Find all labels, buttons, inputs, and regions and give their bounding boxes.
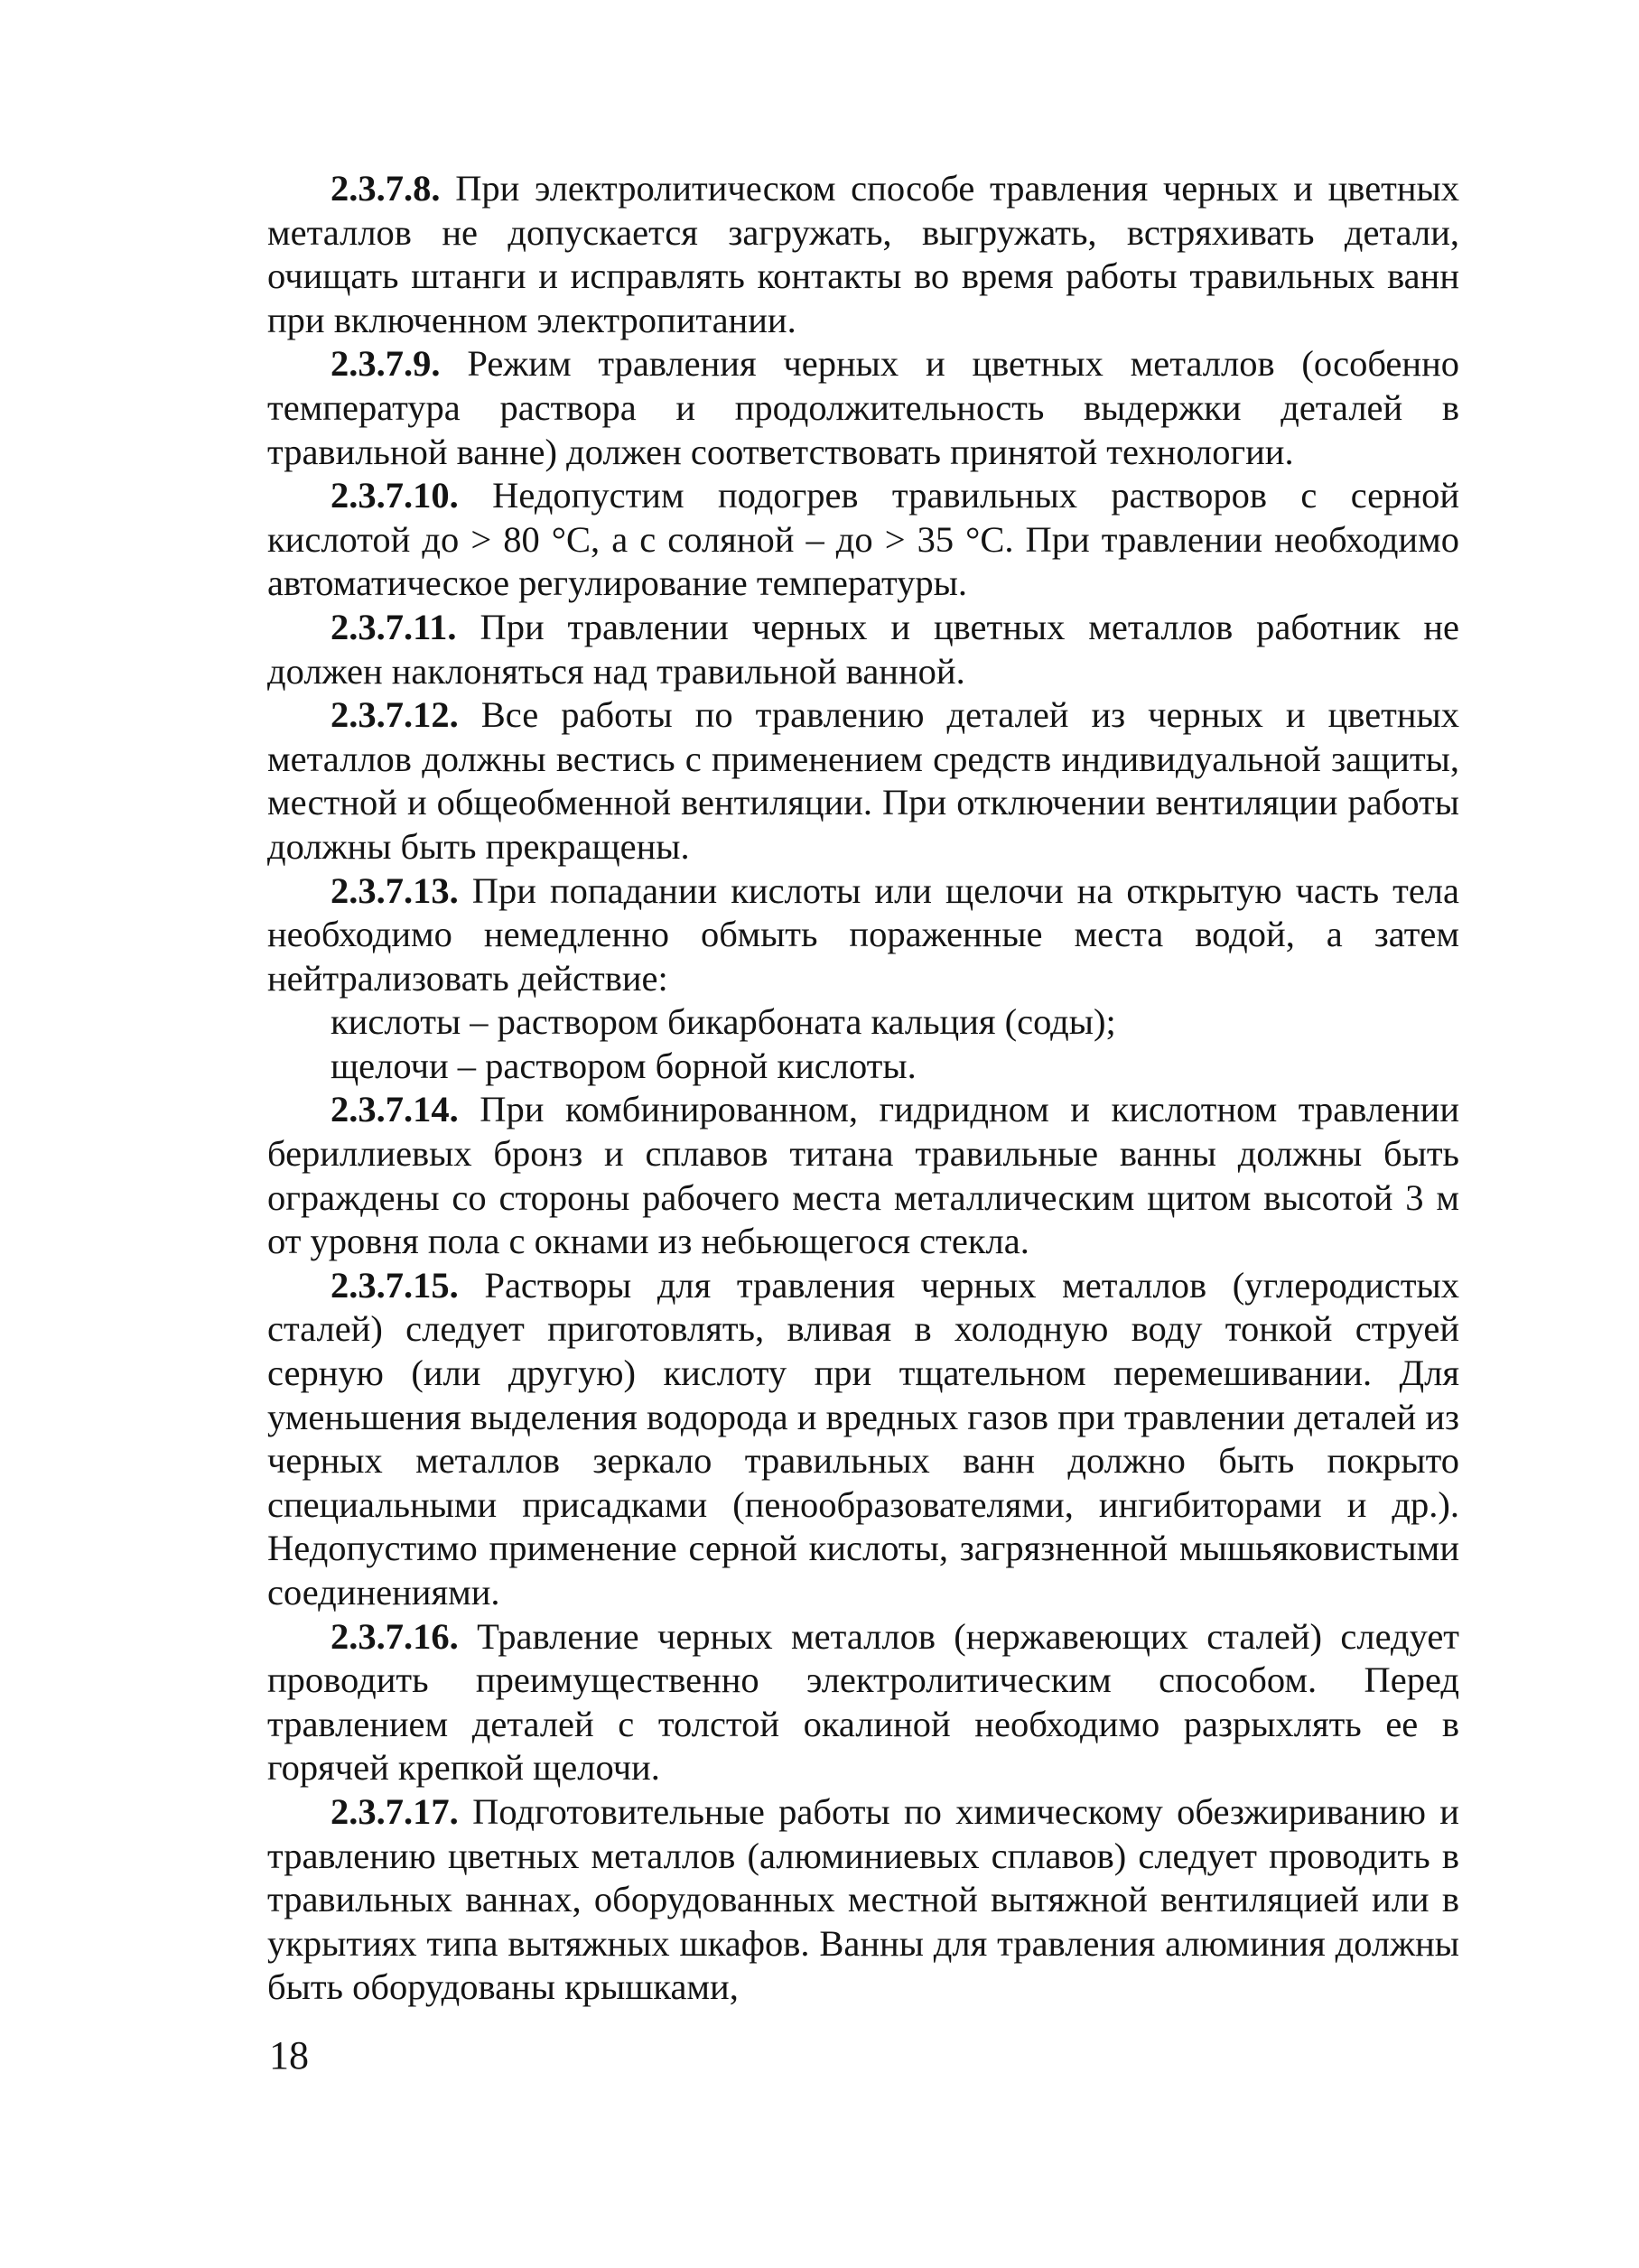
paragraph-number: 2.3.7.9. <box>331 343 441 385</box>
paragraph-text: Режим травления черных и цветных металлов (особенно температура раствора и продолжительность выдержки деталей в травильной ванне) должен соответствовать принятой технологии. <box>267 343 1460 472</box>
paragraph-number: 2.3.7.8. <box>331 168 441 209</box>
paragraph-2-3-7-13 <box>267 869 1459 1001</box>
paragraph-number: 2.3.7.15. <box>331 1264 459 1306</box>
paragraph-text: Подготовительные работы по химическому обезжириванию и травлению цветных металлов (алюминиевых сплавов) следует проводить в травильных ваннах, оборудованных местной вытяжной вентиляцией или в укрытиях типа вытяжных шкафов. Ванны для травления алюминия должны быть оборудованы крышками, <box>267 1790 1459 2008</box>
paragraph-number: 2.3.7.10. <box>331 475 459 516</box>
document-body <box>267 167 1459 2010</box>
paragraph-text: При травлении черных и цветных металлов работник не должен наклоняться над травильной ванной. <box>267 606 1459 692</box>
paragraph-2-3-7-9 <box>267 342 1459 474</box>
paragraph-2-3-7-15 <box>267 1264 1459 1615</box>
paragraph-text: При попадании кислоты или щелочи на открытую часть тела необходимо немедленно обмыть пораженные места водой, а затем нейтрализовать действие: <box>267 869 1459 999</box>
paragraph-text: Все работы по травлению деталей из черных и цветных металлов должны вестись с применением средств индивидуальной защиты, местной и общеобменной вентиляции. При отключении вентиляции работы должны быть прекращены. <box>267 694 1459 867</box>
page-number: 18 <box>269 2033 309 2077</box>
paragraph-text: Растворы для травления черных металлов (углеродистых сталей) следует приготовлять, вливая в холодную воду тонкой струей серную (или другую) кислоту при тщательном перемешивании. Для уменьшения выделения водорода и вредных газов при травлении деталей из черных металлов зеркало травильных ванн должно быть покрыто специальными присадками (пенообразователями, ингибиторами и др.). Недопустимо применение серной кислоты, загрязненной мышьяковистыми соединениями. <box>267 1264 1459 1613</box>
paragraph-number: 2.3.7.14. <box>331 1089 459 1130</box>
paragraph-text: Травление черных металлов (нержавеющих сталей) следует проводить преимущественно электролитическим способом. Перед травлением деталей с толстой окалиной необходимо разрыхлять ее в горячей крепкой щелочи. <box>267 1615 1460 1789</box>
paragraph-number: 2.3.7.16. <box>331 1615 459 1657</box>
paragraph-text: При электролитическом способе травления черных и цветных металлов не допускается загружать, выгружать, встряхивать детали, очищать штанги и исправлять контакты во время работы травильных ванн при включенном электропитании. <box>267 168 1460 340</box>
paragraph-number: 2.3.7.12. <box>331 694 459 736</box>
paragraph-number: 2.3.7.13. <box>331 869 459 911</box>
paragraph-text: При комбинированном, гидридном и кислотном травлении бериллиевых бронз и сплавов титана травильные ванны должны быть ограждены со стороны рабочего места металлическим щитом высотой 3 м от уровня пола с окнами из небьющегося стекла. <box>267 1089 1460 1262</box>
paragraph-text: Недопустим подогрев травильных растворов с серной кислотой до > 80 °С, а с соляной – до > 35 °С. При травлении необходимо автоматическое регулирование температуры. <box>267 475 1459 604</box>
list-item-alkali: щелочи – раствором борной кислоты. <box>331 1045 917 1086</box>
paragraph-number: 2.3.7.17. <box>331 1790 459 1832</box>
paragraph-2-3-7-8 <box>267 167 1459 342</box>
paragraph-2-3-7-17 <box>267 1790 1459 2010</box>
list-item-acid: кислоты – раствором бикарбоната кальция (соды); <box>331 1001 1116 1043</box>
paragraph-2-3-7-11 <box>267 606 1459 693</box>
paragraph-2-3-7-16 <box>267 1615 1459 1790</box>
paragraph-number: 2.3.7.11. <box>331 606 457 647</box>
paragraph-2-3-7-10 <box>267 474 1459 606</box>
paragraph-2-3-7-12 <box>267 693 1459 869</box>
paragraph-2-3-7-14 <box>267 1088 1459 1263</box>
